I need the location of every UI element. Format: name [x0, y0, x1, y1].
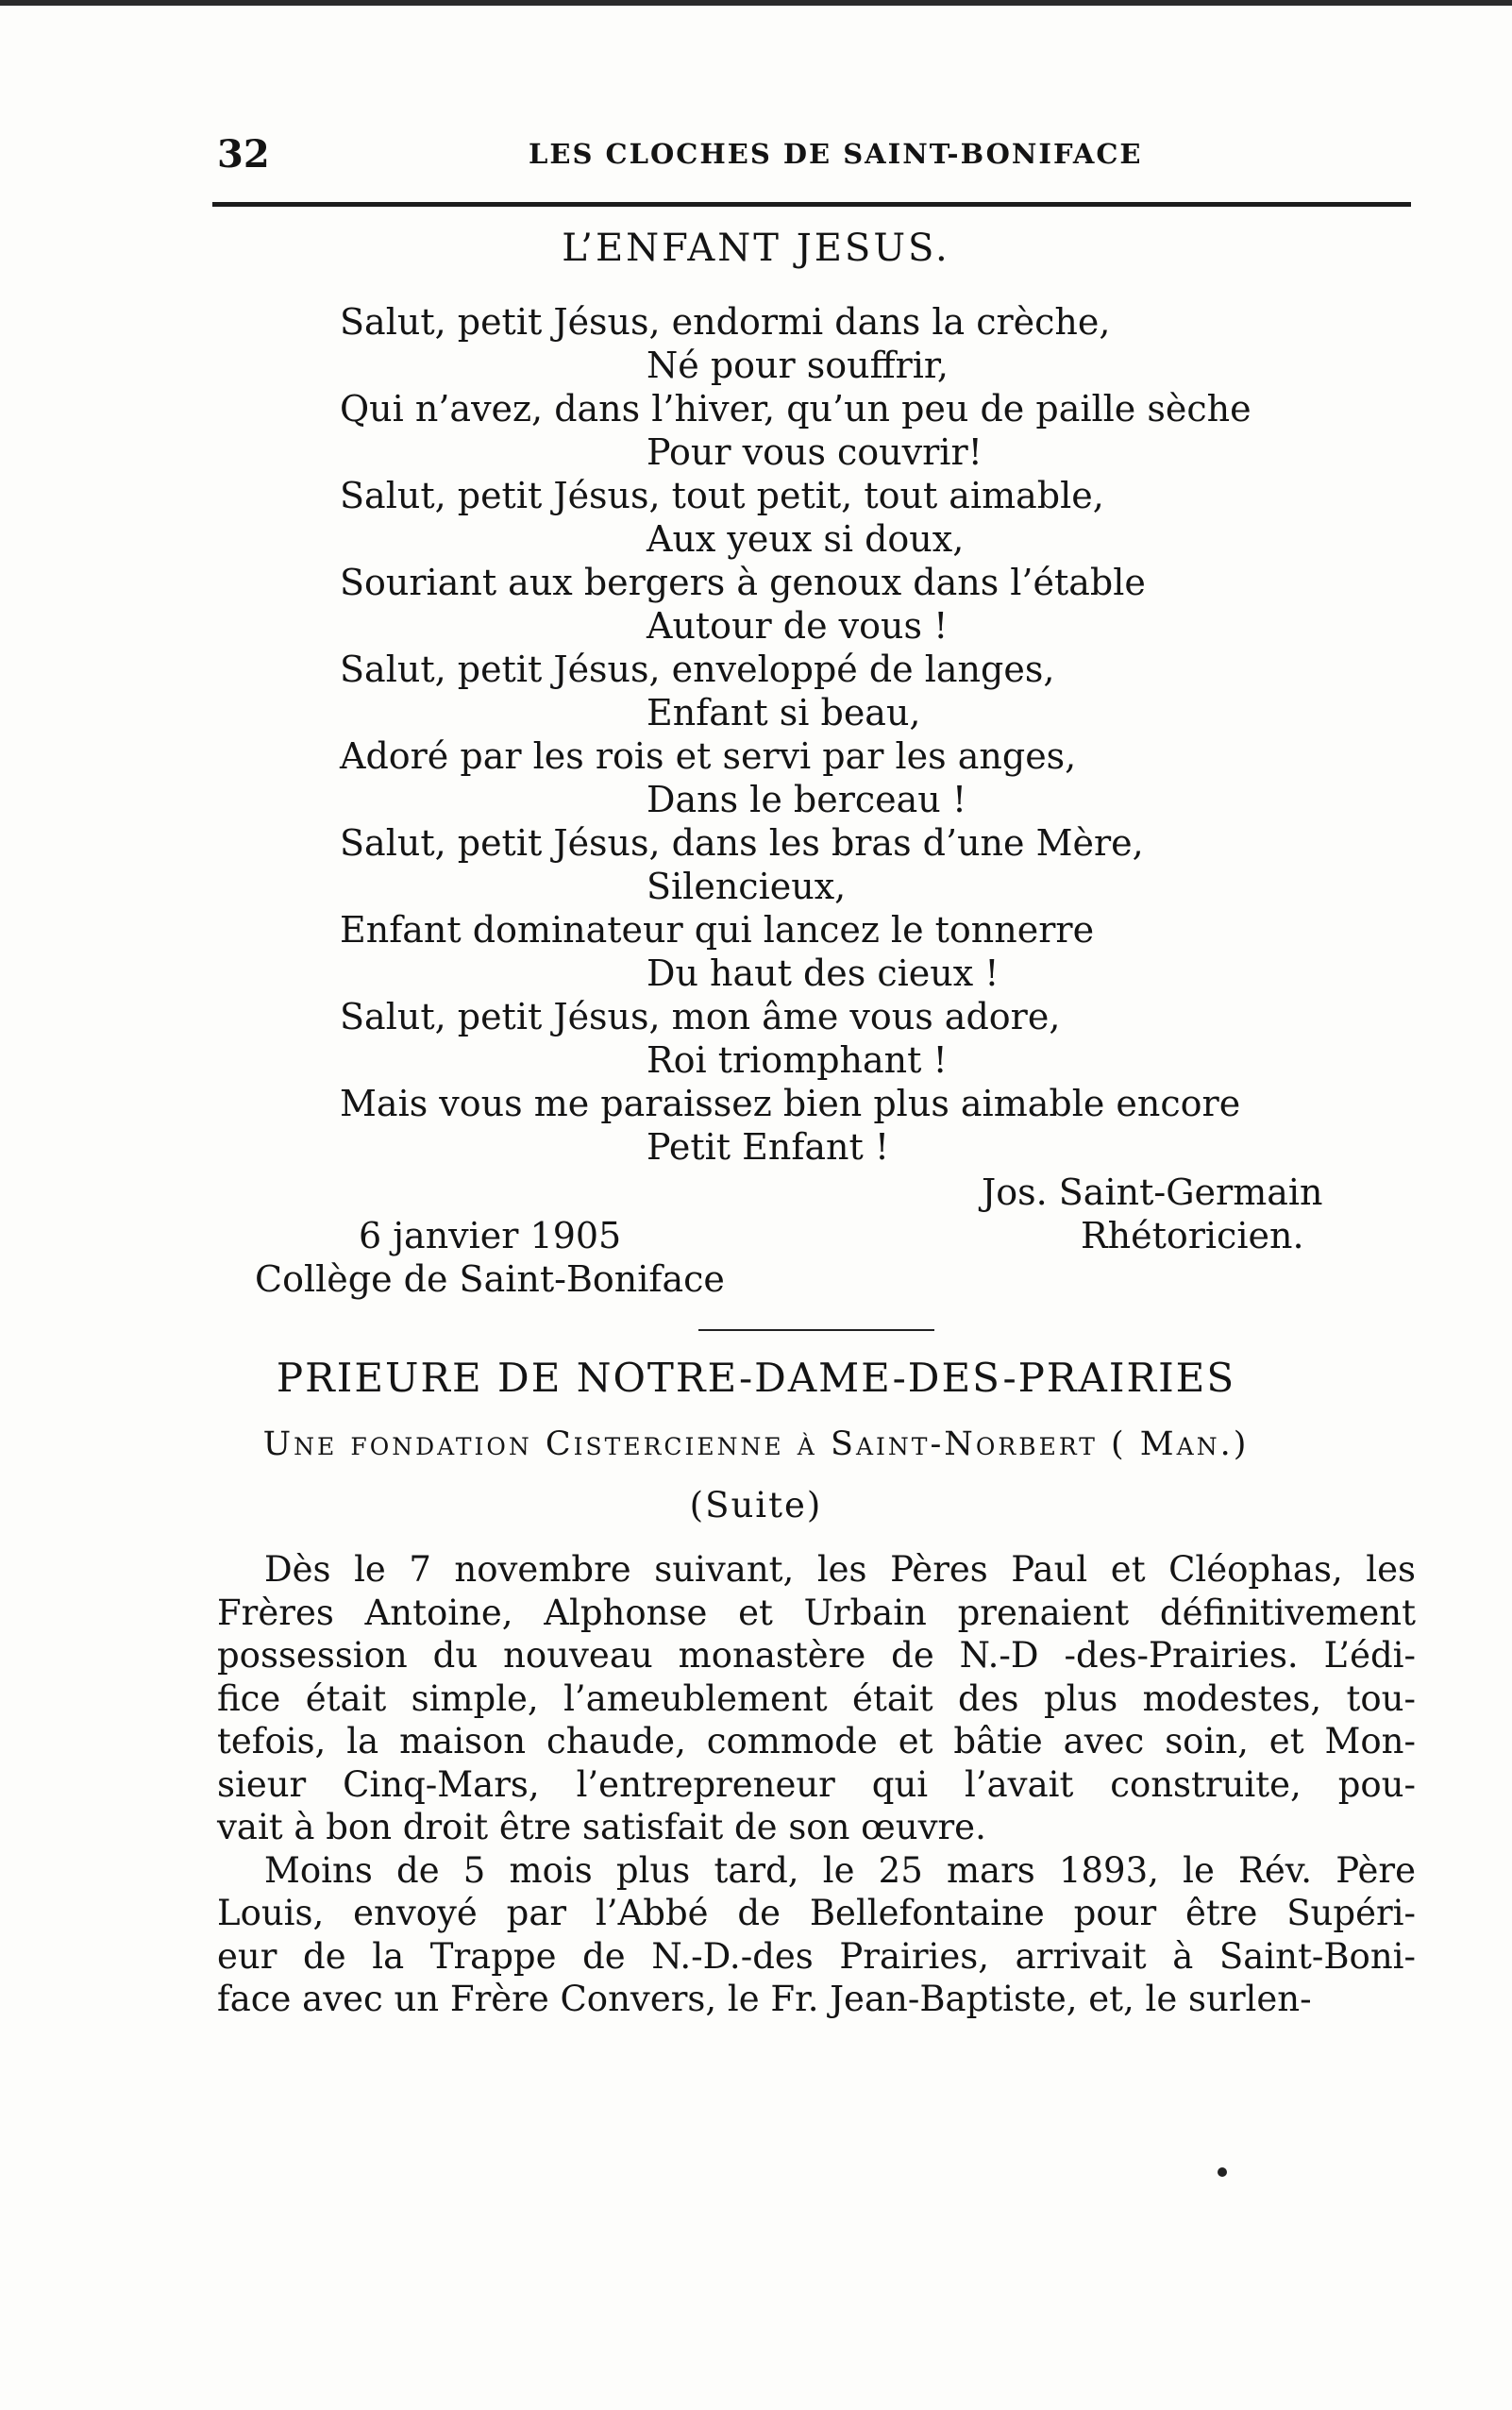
- article-line: Moins de 5 mois plus tard, le 25 mars 1893, le Rév. Père: [264, 1849, 1416, 1891]
- article-continuation-label: (Suite): [689, 1485, 823, 1525]
- poem-date: 6 janvier 1905: [359, 1215, 622, 1256]
- poem-line: Souriant aux bergers à genoux dans l’étable: [340, 562, 1146, 603]
- article-line: tefois, la maison chaude, commode et bâtie avec soin, et Mon-: [217, 1721, 1416, 1761]
- poem-dateline: [255, 1214, 725, 1301]
- running-title: LES CLOCHES DE SAINT-BONIFACE: [529, 138, 1143, 170]
- article-subtitle: Une fondation Cistercienne à Saint-Norbert ( Man.): [262, 1425, 1250, 1463]
- poem-place: Collège de Saint-Boniface: [255, 1258, 725, 1300]
- poem-line: Petit Enfant !: [647, 1126, 890, 1168]
- article-line: eur de la Trappe de N.-D.-des Prairies, arrivait à Saint-Boni-: [217, 1935, 1416, 1977]
- poem-line: Pour vous couvrir!: [647, 431, 983, 473]
- poem-line: Salut, petit Jésus, mon âme vous adore,: [340, 996, 1061, 1037]
- header-rule: [212, 202, 1411, 207]
- poem-line: Enfant dominateur qui lancez le tonnerre: [340, 909, 1095, 951]
- ink-speck: [1218, 2167, 1227, 2177]
- poem-line: Du haut des cieux !: [647, 952, 1000, 994]
- page-header: [0, 132, 1512, 181]
- poem-line: Salut, petit Jésus, enveloppé de langes,: [340, 649, 1055, 690]
- poem-line: Roi triomphant !: [647, 1039, 948, 1081]
- article-line: Louis, envoyé par l’Abbé de Bellefontaine pour être Supéri-: [217, 1893, 1416, 1933]
- article-line: Frères Antoine, Alphonse et Urbain prenaient définitivement: [217, 1592, 1416, 1633]
- poem-line: Né pour souffrir,: [647, 345, 949, 386]
- page-top-edge: [0, 0, 1512, 6]
- article-line: vait à bon droit être satisfait de son œuvre.: [217, 1807, 986, 1847]
- poem-title: L’ENFANT JESUS.: [562, 227, 950, 270]
- poem-line: Mais vous me paraissez bien plus aimable encore: [340, 1083, 1241, 1124]
- poem-signature: [982, 1171, 1323, 1257]
- article-title: PRIEURE DE NOTRE-DAME-DES-PRAIRIES: [276, 1355, 1236, 1401]
- poem-author-role: Rhétoricien.: [1081, 1215, 1304, 1256]
- poem-line: Dans le berceau !: [647, 779, 967, 820]
- poem-line: Autour de vous !: [647, 605, 949, 647]
- article-line: sieur Cinq-Mars, l’entrepreneur qui l’avait construite, pou-: [217, 1763, 1416, 1805]
- poem-line: Salut, petit Jésus, endormi dans la crèche,: [340, 301, 1111, 343]
- article-line: fice était simple, l’ameublement était des plus modestes, tou-: [217, 1677, 1416, 1719]
- article-line: face avec un Frère Convers, le Fr. Jean-Baptiste, et, le surlen-: [217, 1979, 1312, 2019]
- article-line: Dès le 7 novembre suivant, les Pères Paul et Cléophas, les: [264, 1549, 1416, 1590]
- poem-line: Silencieux,: [647, 866, 847, 907]
- poem-author: Jos. Saint-Germain: [982, 1171, 1323, 1213]
- poem-line: Qui n’avez, dans l’hiver, qu’un peu de paille sèche: [340, 388, 1252, 430]
- poem-line: Enfant si beau,: [647, 692, 921, 733]
- poem-body: [340, 300, 1406, 1169]
- article-line: possession du nouveau monastère de N.-D -des-Prairies. L’édi-: [217, 1635, 1416, 1676]
- page-number: 32: [217, 132, 270, 177]
- section-divider: [698, 1329, 934, 1331]
- article-body: [217, 1548, 1416, 2021]
- poem-line: Adoré par les rois et servi par les anges,: [340, 735, 1077, 777]
- poem-line: Salut, petit Jésus, tout petit, tout aimable,: [340, 475, 1104, 516]
- poem-line: Salut, petit Jésus, dans les bras d’une Mère,: [340, 822, 1144, 864]
- poem-line: Aux yeux si doux,: [647, 518, 965, 560]
